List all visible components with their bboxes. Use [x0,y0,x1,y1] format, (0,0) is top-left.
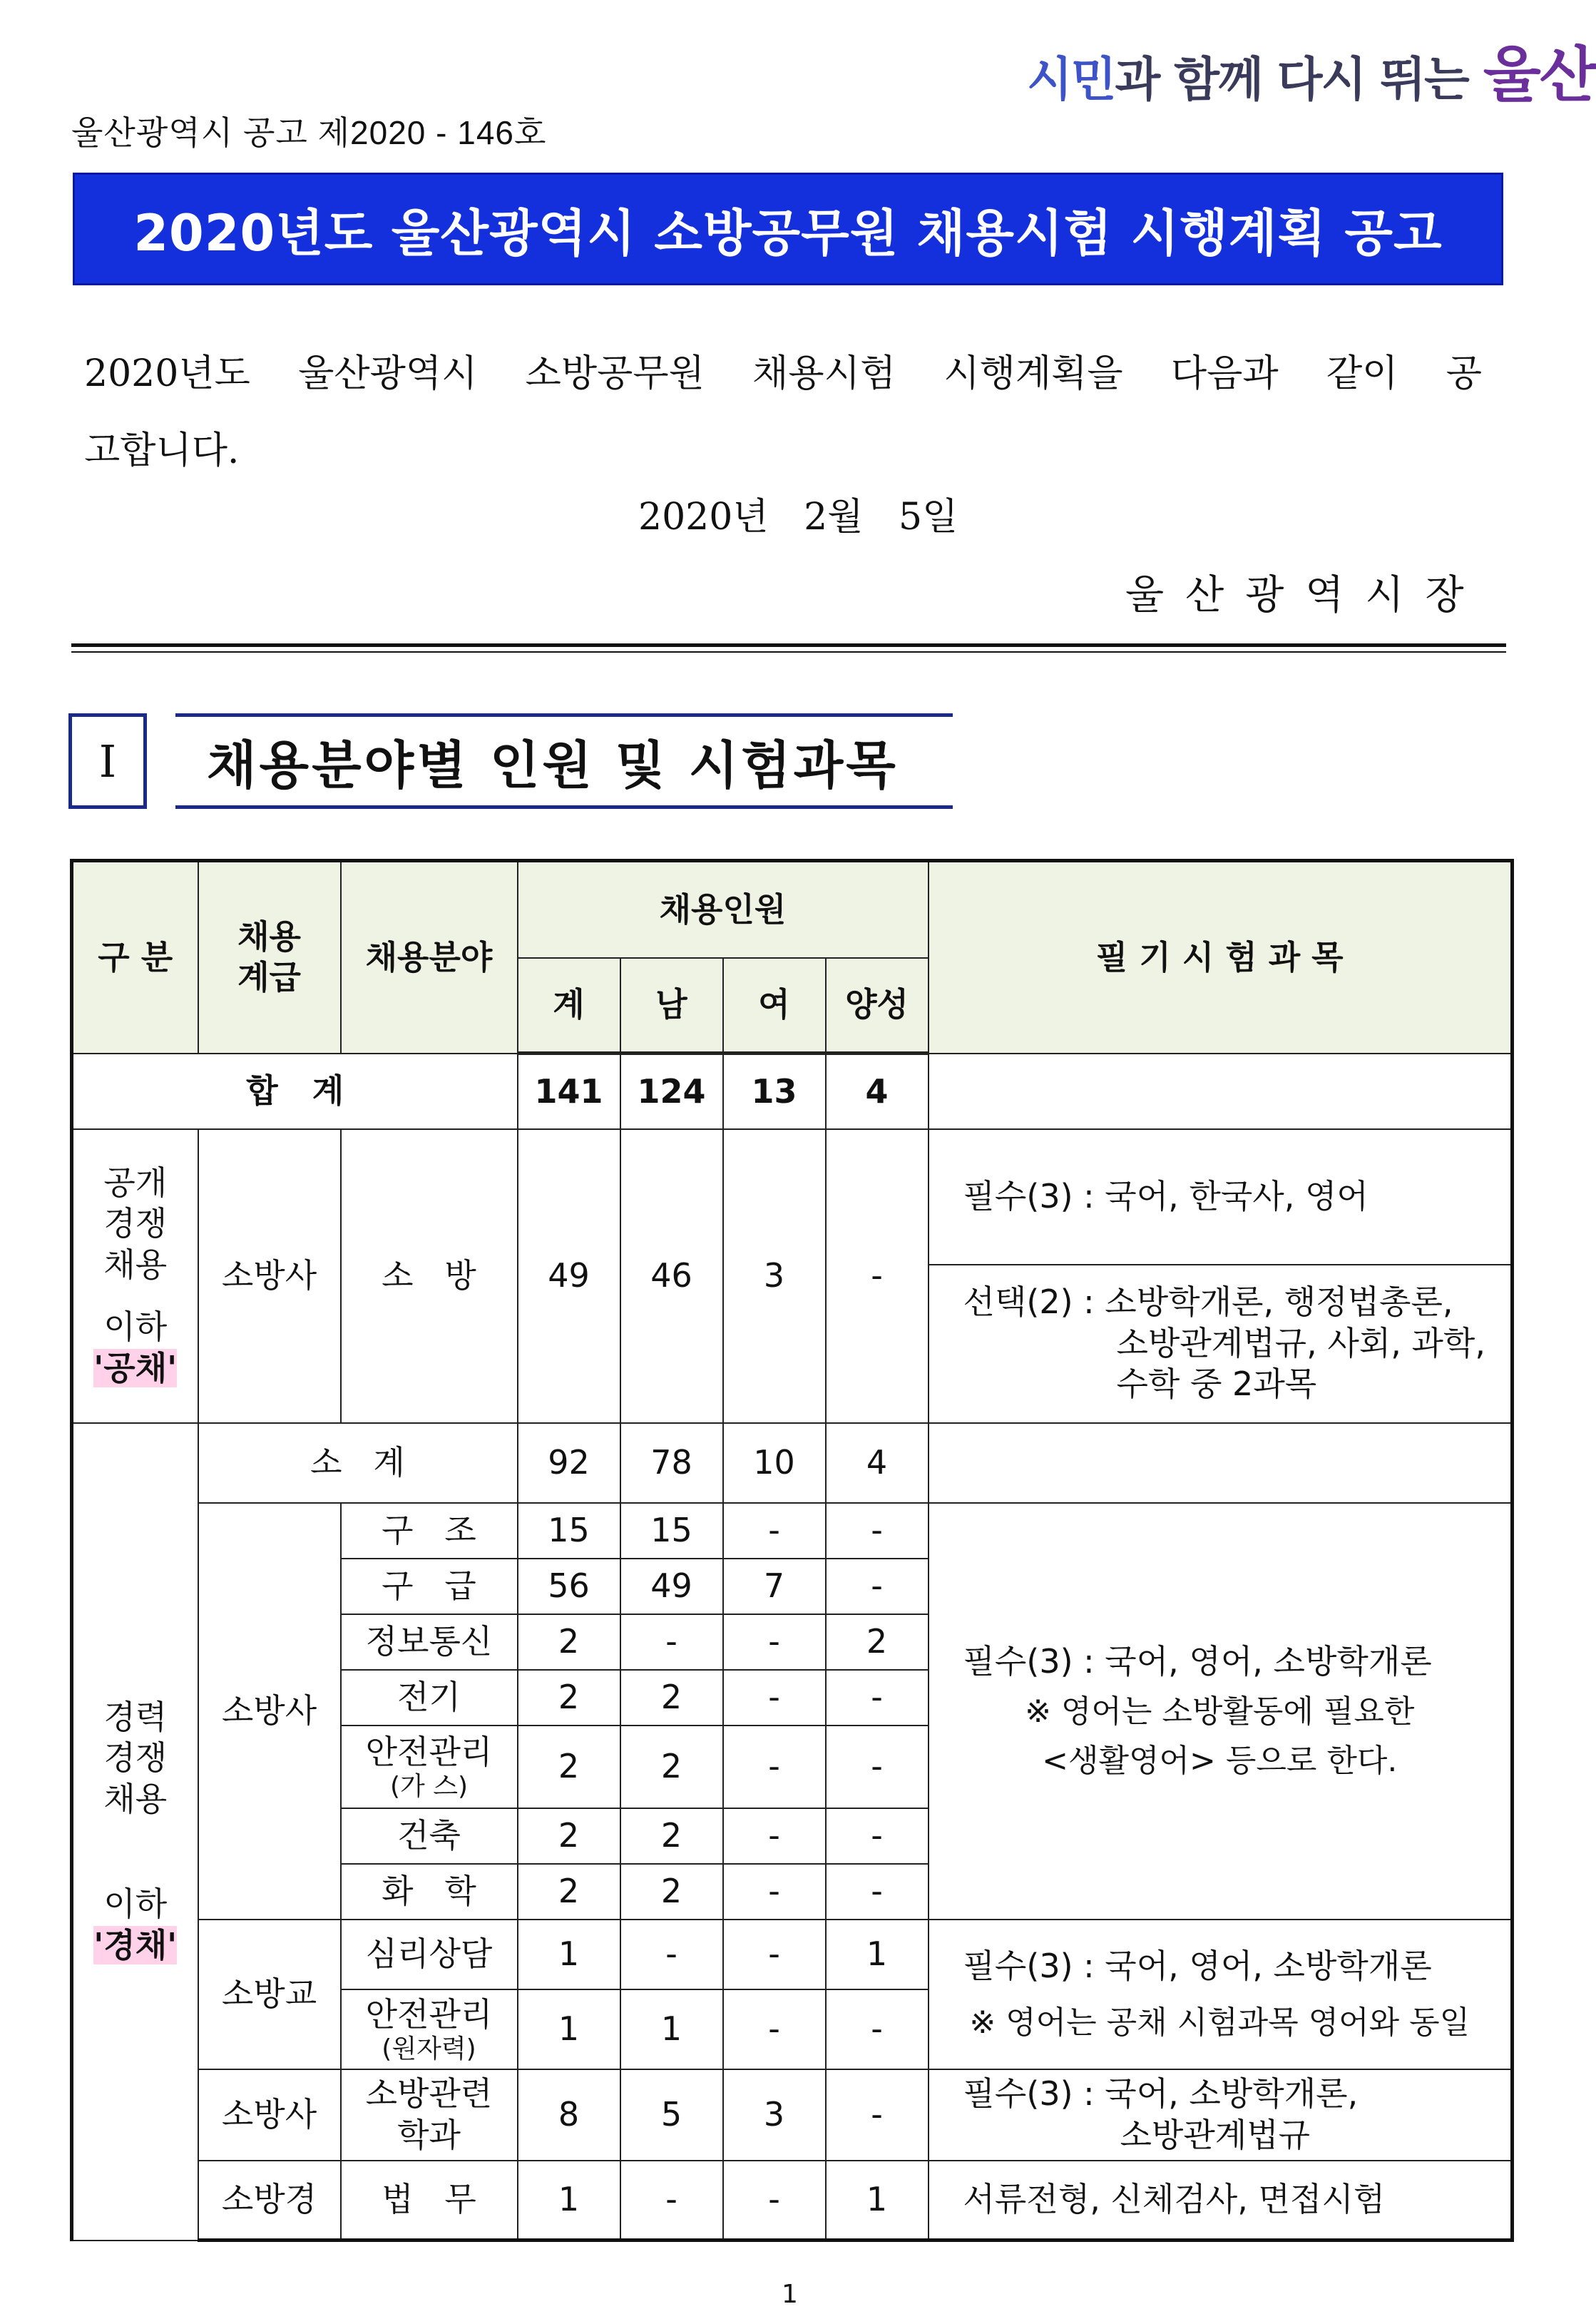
section-number: I [68,713,147,809]
subjects-group2: 필수(3) : 국어, 영어, 소방학개론 ※ 영어는 공채 시험과목 영어와 동일 [929,1920,1513,2069]
table-row: 소방경 법 무 1 - - 1 서류전형, 신체검사, 면접시험 [72,2161,1513,2241]
table-row: 안전관리 (원자력) 1 1 - - [72,1989,1513,2069]
intro-line-1: 2020년도 울산광역시 소방공무원 채용시험 시행계획을 다음과 같이 공 [84,352,1482,395]
divider [71,643,1506,647]
header-total: 계 [518,958,620,1054]
subjects-required: 필수(3) : 국어, 한국사, 영어 [929,1129,1513,1265]
header-male: 남 [620,958,723,1054]
table-row: 소방사 구 조 15 15 - - 필수(3) : 국어, 영어, 소방학개론 ※ 영어는 소방활동에 필요한 <생활영어> 등으로 한다. [72,1503,1513,1559]
section-title: 채용분야별 인원 및 시험과목 [175,713,953,809]
table-row: 건축 2 2 - - [72,1808,1513,1864]
subjects-group1: 필수(3) : 국어, 영어, 소방학개론 ※ 영어는 소방활동에 필요한 <생활영어> 등으로 한다. [929,1503,1513,1920]
table-row: 소방사 소방관련 학과 8 5 3 - 필수(3) : 국어, 소방학개론, 소방관계법규 [72,2069,1513,2161]
tag-open: '공채' [93,1348,178,1387]
page-number: 1 [782,2280,798,2309]
subjects-group3: 필수(3) : 국어, 소방학개론, 소방관계법규 [929,2069,1513,2161]
page-title: 2020년도 울산광역시 소방공무원 채용시험 시행계획 공고 [133,203,1443,262]
table-row: 정보통신 2 - - 2 [72,1614,1513,1670]
header-headcount: 채용인원 [518,861,929,958]
subjects-elective: 선택(2) : 소방학개론, 행정법총론, 소방관계법규, 사회, 과학, 수학 중 2과목 [929,1265,1513,1423]
tag-career: '경채' [93,1925,178,1964]
subjects-group4: 서류전형, 신체검사, 면접시험 [929,2161,1513,2241]
table-row: 전기 2 2 - - [72,1670,1513,1726]
intro-line-2: 고합니다. [84,429,240,472]
table-row: 구 급 56 49 7 - [72,1559,1513,1614]
slogan: 시민과 함께 다시 뛰는 울산 [1027,40,1596,110]
table-row: 소방교 심리상담 1 - - 1 필수(3) : 국어, 영어, 소방학개론 ※ 영어는 공채 시험과목 영어와 동일 [72,1920,1513,1989]
recruitment-table [70,859,1514,2242]
divider [71,651,1506,653]
category-career: 경력 경쟁 채용 이하 '경채' [72,1423,198,2241]
notice-date: 2020년 2월 5일 [638,496,958,539]
header-subjects: 필 기 시 험 과 목 [929,861,1513,1054]
table-row-subtotal: 경력 경쟁 채용 이하 '경채' 소 계 92 78 10 4 [72,1423,1513,1503]
notice-number: 울산광역시 공고 제2020 - 146호 [71,114,547,151]
header-both: 양성 [826,958,929,1054]
intro-paragraph [84,335,1482,489]
header-field: 채용분야 [341,861,518,1054]
signatory: 울산광역시장 [1125,572,1485,618]
table-row: 화 학 2 2 - - [72,1864,1513,1920]
title-banner [73,173,1503,285]
category-open: 공개 경쟁 채용 이하 '공채' [72,1129,198,1423]
header-female: 여 [723,958,826,1054]
table-row-sum: 합 계 141 124 13 4 [72,1054,1513,1129]
header-category: 구 분 [72,861,198,1054]
table-row-open: 공개 경쟁 채용 이하 '공채' 소방사 소 방 49 46 3 - 필수(3) : 국어, 한국사, 영어 [72,1129,1513,1265]
table-row: 안전관리 (가 스) 2 2 - - [72,1726,1513,1808]
header-grade: 채용 계급 [198,861,341,1054]
